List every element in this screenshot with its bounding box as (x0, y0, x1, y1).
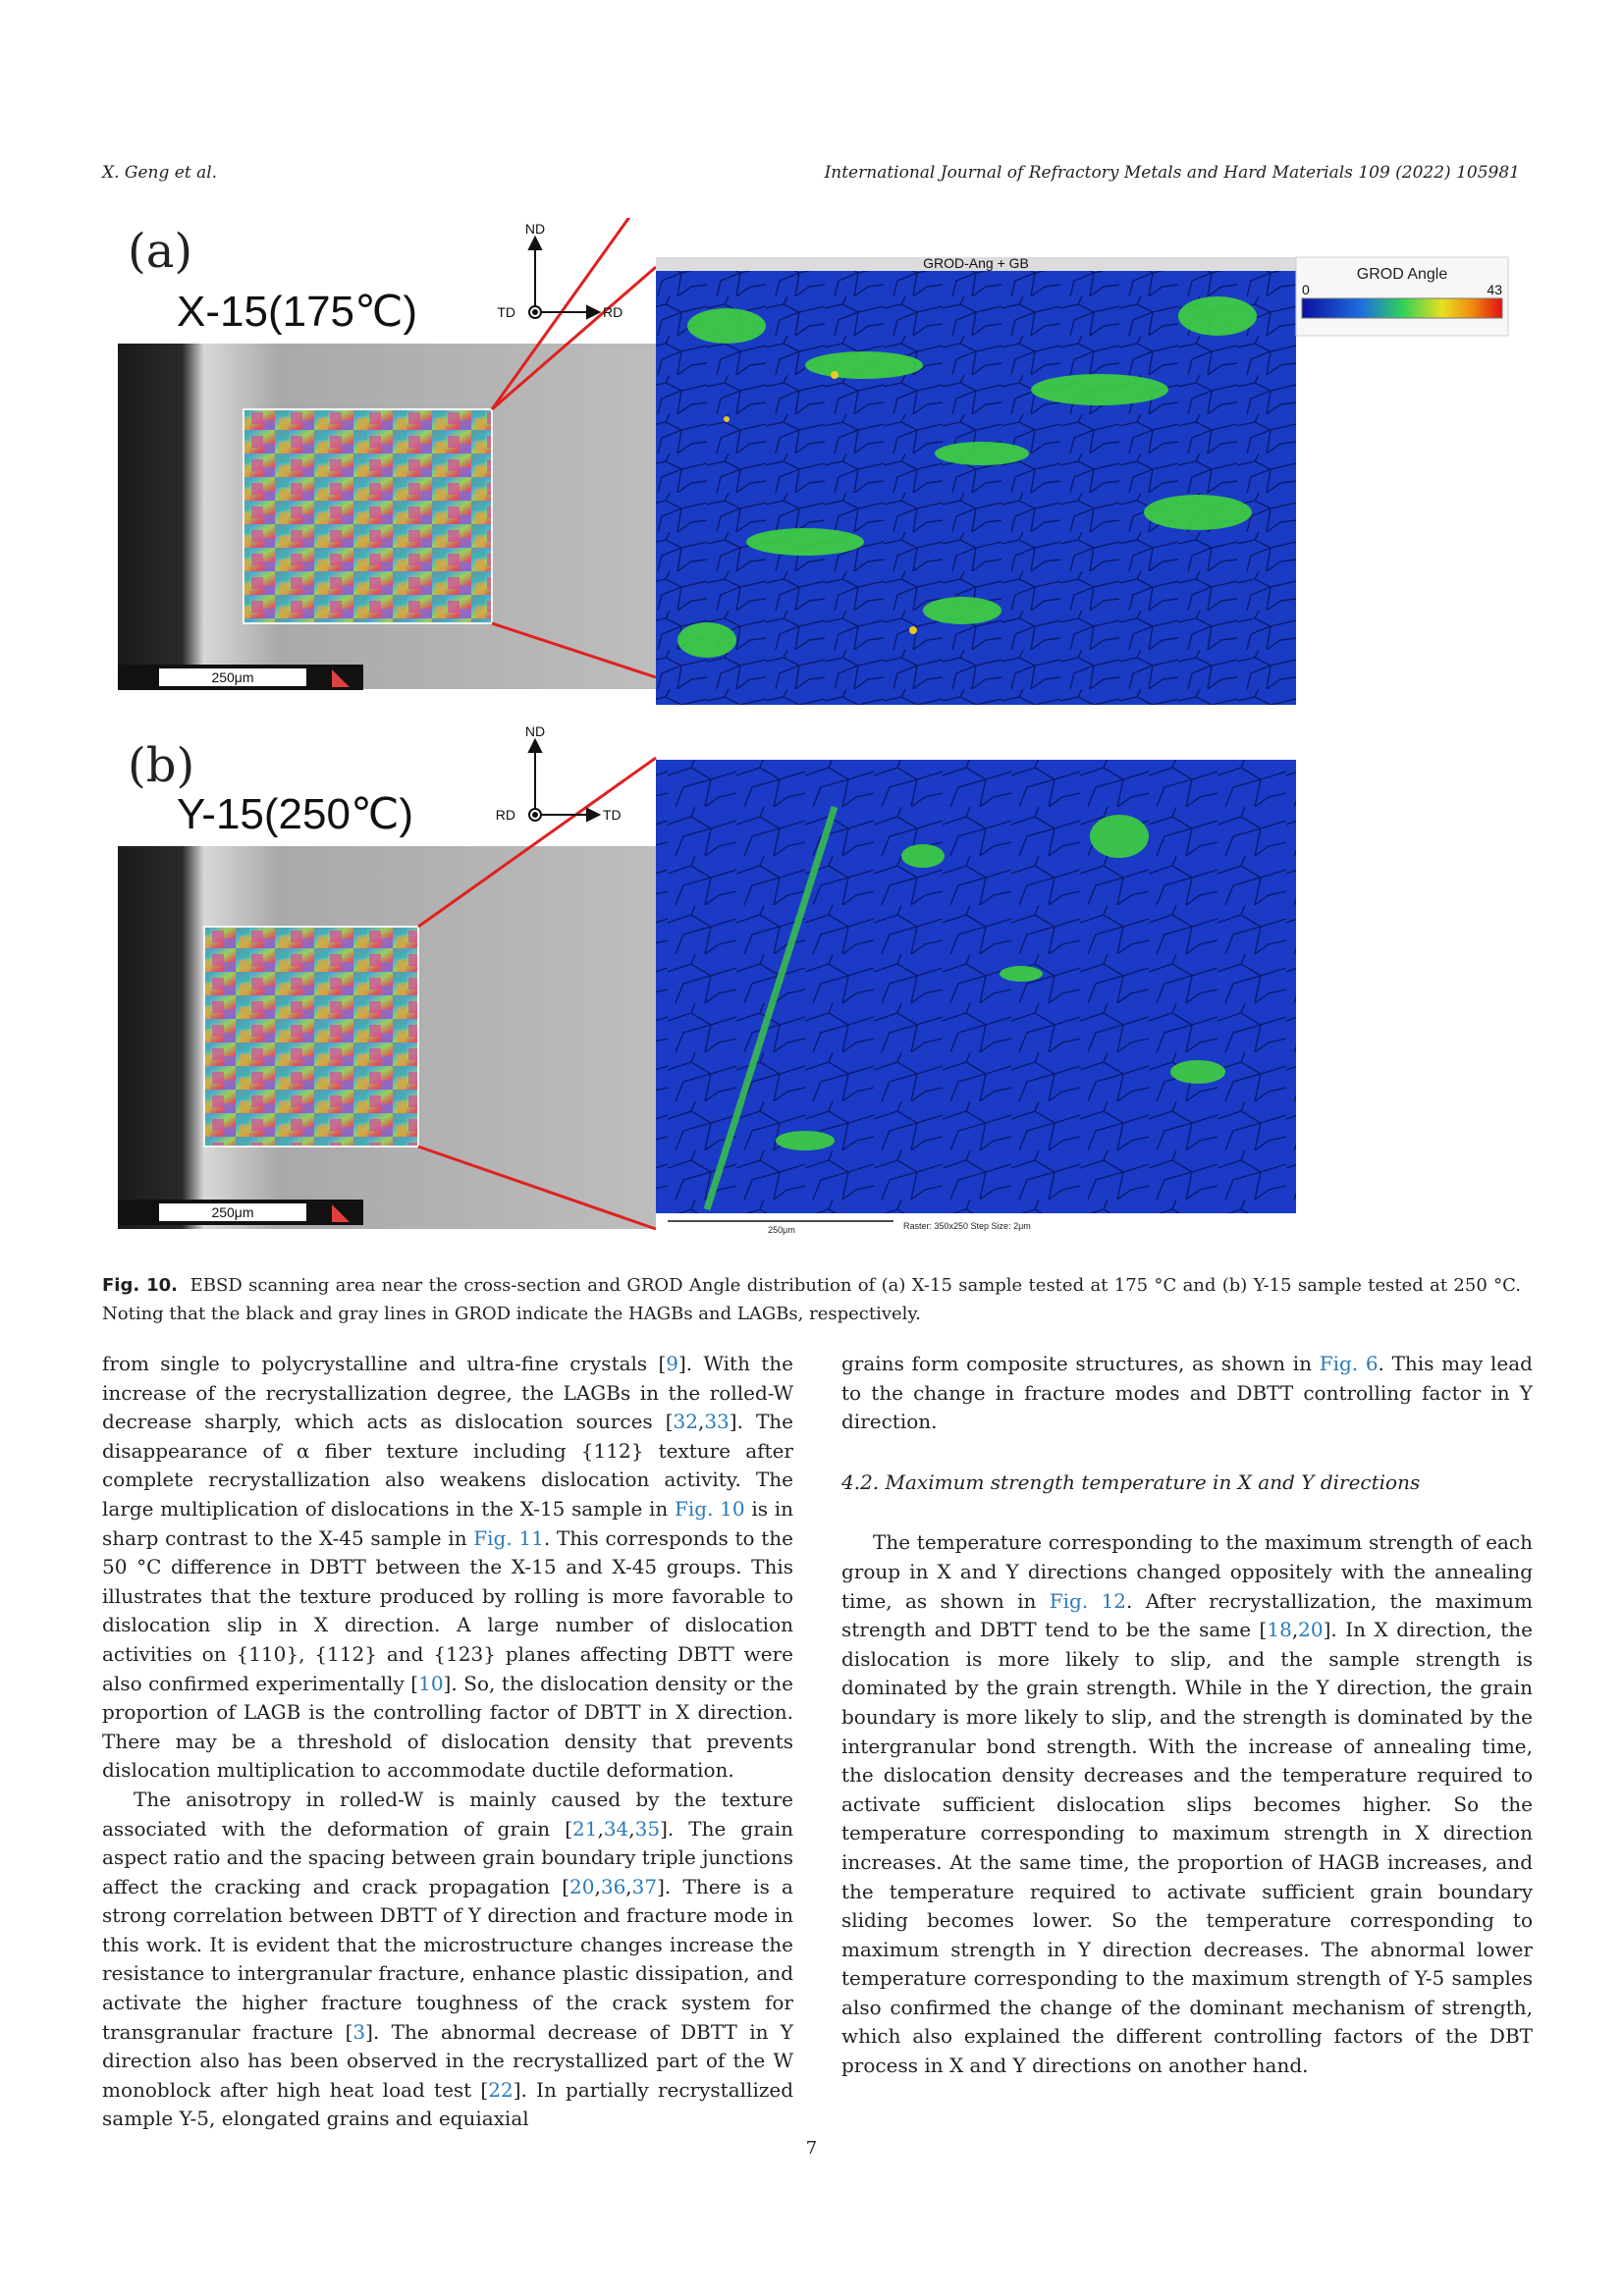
citation-link[interactable]: 20 (1298, 1618, 1324, 1642)
paragraph: The temperature corresponding to the maximum strength of each group in X and Y directions changed oppositely with the annealing time, as shown in Fig. 12. After recrystallization, the maximum strength and DBTT tend to be the same [18,20]. In X direction, the dislocation is more likely to slip, and the sample strength is dominated by the grain strength. While in the Y direction, the grain boundary is more likely to slip, and the strength is dominated by the intergranular bond strength. With the increase of annealing time, the dislocation density decreases and the temperature required to activate sufficient dislocation slips becomes higher. So the temperature corresponding to maximum strength in X direction increases. At the same time, the proportion of HAGB increases, and the temperature required to activate sufficient grain boundary sliding becomes lower. So the temperature corresponding to maximum strength in Y direction decreases. The abnormal lower temperature corresponding to the maximum strength of Y-5 samples also confirmed the change of the dominant mechanism of strength, which also explained the different controlling factors of the DBT process in X and Y directions on another hand. (841, 1530, 1534, 2078)
scale-bar-b: 250μm (211, 1204, 254, 1220)
axis-label-right-b: TD (603, 807, 622, 823)
citation-link[interactable]: 32 (673, 1410, 698, 1434)
section-heading: 4.2. Maximum strength temperature in X and Y directions (841, 1469, 1421, 1494)
citation-link[interactable]: 22 (488, 2077, 514, 2102)
sample-label-a: X-15(175℃) (177, 288, 418, 336)
axis-label-up-b: ND (524, 723, 546, 739)
grod-map-b (656, 760, 1296, 1213)
ebsd-ipf-map-b (204, 927, 418, 1147)
page-number: 7 (805, 2138, 818, 2159)
citation-link[interactable]: 20 (569, 1874, 595, 1898)
running-header-authors: X. Geng et al. (102, 163, 218, 183)
paragraph: from single to polycrystalline and ultra-fine crystals [9]. With the increase of the recrystallization degree, the LAGBs in the rolled-W decrease sharply, which acts as dislocation sources [32,33]. The disappearance of α fiber texture including {112} texture after complete recrystallization also weakens dislocation activity. The large multiplication of dislocations in the X-15 sample in Fig. 10 is in sharp contrast to the X-45 sample in Fig. 11. This corresponds to the 50 °C difference in DBTT between the X-15 and X-45 groups. This illustrates that the texture produced by rolling is more favorable to dislocation slip in X direction. A large number of dislocation activities on {110}, {112} and {123} planes affecting DBTT were also confirmed experimentally [10]. So, the dislocation density or the proportion of LAGB is the controlling factor of DBTT in X direction. There may be a threshold of dislocation density that prevents dislocation multiplication to accommodate ductile deformation. (102, 1352, 793, 1783)
axis-label-up-a: ND (524, 221, 546, 237)
paragraph: The anisotropy in rolled-W is mainly caused by the texture associated with the deformation of grain [21,34,35]. The grain aspect ratio and the spacing between grain boundary triple junctions affect the cracking and crack propagation [20,36,37]. There is a strong correlation between DBTT of Y direction and fracture mode in this work. It is evident that the microstructure changes increase the resistance to intergranular fracture, enhance plastic dissipation, and activate the higher fracture toughness of the crack system for transgranular fracture [3]. The abnormal decrease of DBTT in Y direction also has been observed in the recrystallized part of the W monoblock after high heat load test [22]. In partially recrystallized sample Y-5, elongated grains and equiaxial (102, 1787, 794, 2131)
running-header-journal: International Journal of Refractory Metals and Hard Materials 109 (2022) 105981 (824, 163, 1520, 183)
caption-text: EBSD scanning area near the cross-section and GROD Angle distribution of (a) X-15 sample tested at 175 °C and (b) Y-15 sample tested at 250 °C. Noting that the black and gray lines in GROD indicate the HAGBs and LAGBs, respectively. (102, 1275, 1521, 1324)
colorbar-min: 0 (1302, 282, 1310, 297)
grod-map-a-title: GROD-Ang + GB (923, 255, 1029, 271)
colorbar-title: GROD Angle (1356, 266, 1448, 283)
figure-10 (118, 218, 1512, 1247)
citation-link[interactable]: 21 (572, 1816, 598, 1841)
ebsd-ipf-map-a (243, 409, 492, 623)
citation-link[interactable]: 37 (631, 1874, 658, 1898)
citation-link[interactable]: 10 (418, 1671, 444, 1695)
figure-link[interactable]: Fig. 12 (1049, 1588, 1127, 1613)
citation-link[interactable]: 33 (704, 1410, 730, 1434)
left-column (102, 1350, 793, 2134)
citation-link[interactable]: 35 (634, 1816, 661, 1841)
citation-link[interactable]: 3 (352, 2019, 366, 2044)
citation-link[interactable]: 18 (1267, 1618, 1292, 1642)
figure-graphic (118, 218, 1512, 1247)
right-column (841, 1350, 1533, 2081)
figure-link[interactable]: Fig. 6 (1319, 1352, 1379, 1375)
axis-label-left-b: RD (495, 807, 515, 823)
sample-label-b: Y-15(250℃) (177, 790, 414, 838)
axis-label-left-a: TD (497, 304, 515, 320)
figure-link[interactable]: Fig. 10 (675, 1496, 745, 1521)
citation-link[interactable]: 36 (600, 1874, 626, 1898)
grod-info-b: Raster: 350x250 Step Size: 2μm (903, 1221, 1031, 1231)
figure-caption (102, 1271, 1521, 1328)
colorbar-gradient (1302, 298, 1502, 318)
paragraph: grains form composite structures, as shown in Fig. 6. This may lead to the change in fracture modes and DBTT controlling factor in Y direction. (841, 1352, 1533, 1434)
scale-bar-a: 250μm (211, 669, 254, 685)
panel-label-a: (a) (128, 224, 193, 279)
grod-scale-b: 250μm (768, 1225, 795, 1235)
citation-link[interactable]: 9 (666, 1352, 678, 1375)
colorbar-max: 43 (1487, 282, 1502, 297)
figure-link[interactable]: Fig. 11 (473, 1525, 544, 1550)
axes-diagram-b (529, 740, 599, 821)
axis-label-right-a: RD (603, 304, 623, 320)
panel-label-b: (b) (128, 738, 195, 793)
caption-label: Fig. 10. (102, 1275, 178, 1296)
citation-link[interactable]: 34 (603, 1816, 629, 1841)
